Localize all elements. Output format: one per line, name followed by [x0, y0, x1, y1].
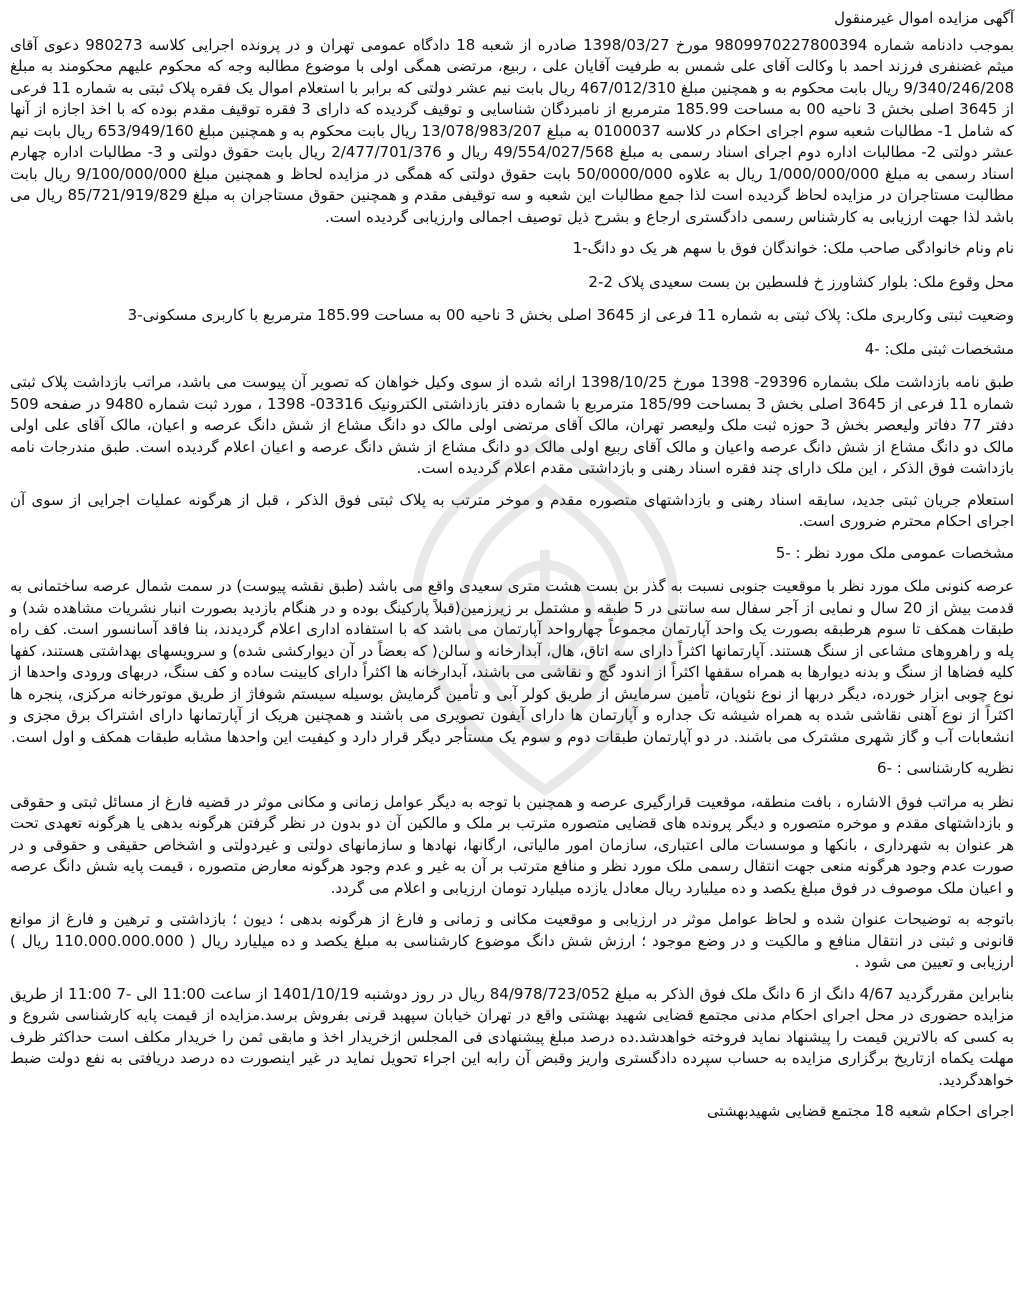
item4-heading: مشخصات ثبتی ملک: -4 [864, 339, 1014, 358]
item6-paragraph-1: نظر به مراتب فوق الاشاره ، بافت منطقه، موقعیت قرارگیری عرصه و همچنین با توجه به دیگر عوامل زمانی و مکانی موثر در قضیه فارغ از مسائل ثبتی و حقوقی و بازداشتهای مقدم و موخره متصوره و دیگر پرونده های قضایی متصوره مترتب بر ملک و مالکین آن دو بدون در نظر گرفتن هرگونه بدهی یا هرگونه تعهدی تحت هر عنوان به شهرداری ، بانکها و موسسات مالی اعتباری، سازمان امور مالیاتی، ارگانها، نهادها و سازمانهای دولتی و غیردولتی و اشخاص حقیقی و حقوقی و در صورت عدم وجود هرگونه منعی جهت انتقال رسمی ملک مورد نظر و منافع مترتب بر آن به غیر و عدم وجود هرگونه معارض متصوره ، قیمت پایه شش دانگ عرصه و اعیان ملک موصوف در فوق مبلغ یکصد و ده میلیارد ریال معادل یازده میلیارد تومان ارزیابی و اعلام می گردد. [10, 792, 1014, 897]
signature-footer: اجرای احکام شعبه 18 مجتمع قضایی شهیدبهشتی [707, 1102, 1014, 1120]
item6-paragraph-2: باتوجه به توضیحات عنوان شده و لحاظ عوامل موثر در ارزیابی و موقعیت مکانی و زمانی و فارغ از هرگونه بدهی ؛ دیون ؛ بازداشتی و ترهین و فارغ از موانع قانونی و ثبتی در انتقال منافع و مالکیت و در وضع موجود ؛ ارزش شش دانگ موضوع کارشناسی به مبلغ یکصد و ده میلیارد ریال ( 110.000.000.000 ریال ) ارزیابی و تعیین می شود . [10, 910, 1014, 971]
item7-paragraph: بنابراین مقررگردید 4/67 دانگ از 6 دانگ ملک فوق الذکر به مبلغ 84/978/723/052 ریال در روز دوشنبه 1401/10/19 از ساعت 11:00 الی -7 11:00 از طریق مزایده حضوری در محل اجرای احکام مدنی مجتمع قضایی شهید بهشتی واقع در تهران خیابان سپهبد قرنی بفروش برسد.مزایده از قیمت پایه کارشناسی شروع و به کسی که بالاترین قیمت را پیشنهاد نماید فروخته خواهدشد.ده درصد مبلغ پیشنهادی فی المجلس ازخریدار اخذ و مابقی ثمن را خریدار مکلف است حداکثر ظرف مهلت یکماه ازتاریخ برگزاری مزایده به حساب سپرده دادگستری واریز وقبض آن رابه این اجراء تحویل نماید در غیر اینصورت ده درصد دریافتی به نفع دولت ضبط خواهدگردید. [10, 984, 1014, 1089]
intro-paragraph: بموجب دادنامه شماره 9809970227800394 مورخ 1398/03/27 صادره از شعبه 18 دادگاه عمومی تهران و در پرونده اجرایی کلاسه 980273 دعوی آقای میثم غضنفری فرزند احمد با وکالت آقای علی شمس به طرفیت آقایان علی ، ربیع، مرتضی همگی اولی با موضوع مطالبه وجه که محکوم علیهم محکومند به مبلغ 9/340/246/208 ریال بابت محکوم به و همچنین مبلغ 467/012/310 ریال بابت نیم عشر دولتی که برابر با استعلام اموال یک فقره پلاک ثبتی به شماره 11 فرعی از 3645 اصلی بخش 3 ناحیه 00 به مساحت 185.99 مترمربع از نامبردگان شناسایی و توقیف گردیده که دارای 3 فقره توقیف مقدم بوده که با اخذ اجازه از آنها که شامل 1- مطالبات شعبه سوم اجرای احکام در کلاسه 0100037 به مبلغ 13/078/983/207 ریال بابت محکوم به و همچنین مبلغ 653/949/160 ریال بابت نیم عشر دولتی 2- مطالبات اداره دوم اجرای اسناد رسمی به مبلغ 49/554/027/568 ریال و 2/477/701/376 ریال بابت حقوق دولتی و 3- مطالبات اداره چهارم اسناد رسمی به مبلغ 1/000/000/000 ریال به علاوه 50/0000/000 بابت حقوق دولتی که همگی در مزایده لحاظ و همچنین مبلغ 9/100/000/000 ریال بابت مطالبت مستاجران در مزایده لحاظ گردیده است لذا جمع مطالبات این شعبه و سه توقیفی مقدم و همچنین حقوق مستاجران به مبلغ 85/721/919/829 ریال می باشد لذا جهت ارزیابی به کارشناس رسمی دادگستری ارجاع و بشرح ذیل توصیف اجمالی وارزیابی گردیده است. [10, 35, 1015, 226]
item-registration-status: وضعیت ثبتی وکاربری ملک: پلاک ثبتی به شماره 11 فرعی از 3645 اصلی بخش 3 ناحیه 00 به مساحت 185.99 مترمربع با کاربری مسکونی-3 [127, 306, 1014, 324]
item4-paragraph-2: استعلام جریان ثبتی جدید، سابقه اسناد رهنی و بازداشتهای متصوره مقدم و موخر مترتب به پلاک ثبتی فوق الذکر ، قبل از هرگونه عملیات اجرایی از سوی آن اجرای احکام محترم ضروری است. [10, 490, 1014, 530]
notice-title: آگهی مزایده اموال غیرمنقول [834, 9, 1014, 27]
item6-heading: نظریه کارشناسی : -6 [877, 759, 1014, 777]
item5-heading: مشخصات عمومی ملک مورد نظر : -5 [775, 543, 1014, 562]
item4-paragraph-1: طبق نامه بازداشت ملک بشماره 29396- 1398 مورخ 1398/10/25 ارائه شده از سوی وکیل خواهان که تصویر آن پیوست می باشد، مراتب بازداشت پلاک ثبتی شماره 11 فرعی از 3645 اصلی بخش 3 بمساحت 185/99 مترمربع با شماره دفتر بازداشتی الکترونیک 03316- 1398 ، مورد ثبت شماره 9480 در صفحه 509 دفتر 77 دفاتر ولیعصر بخش 3 حوزه ثبت ملک ولیعصر تهران، مالک آقای مرتضی اولی مالک دو دانگ مشاع از شش دانگ عرصه و اعیان، مالک آقای علی اولی مالک دو دانگ مشاع از شش دانگ عرصه واعیان و مالک آقای ربیع اولی مالک دو دانگ مشاع از شش دانگ عرصه و اعیان اعلام گردیده است. طبق مندرجات نامه بازداشت فوق الذکر ، این ملک دارای چند فقره اسناد رهنی و بازداشتی مقدم اعلام گردیده است. [10, 373, 1014, 477]
item-owner: نام ونام خانوادگی صاحب ملک: خواندگان فوق با سهم هر یک دو دانگ-1 [572, 239, 1014, 257]
item5-paragraph: عرصه کنونی ملک مورد نظر با موقعیت جنوبی نسبت به گذر بن بست هشت متری سعیدی واقع می باشد (طبق نقشه پیوست) در سمت شمال عرصه ساختمانی به قدمت بیش از 20 سال و نمایی از آجر سفال سه سانتی در 5 طبقه و مشتمل بر زیرزمین(قبلاً پارکینگ بوده و در هنگام بازدید بصورت انبار نشریات مشاهده شد) و طبقات همکف تا سوم هرطبقه بصورت یک واحد آپارتمان مجموعاً چهارواحد آپارتمان می باشد که با استفاده اداری اعلام گردیدند، بنا فاقد آسانسور است. کف راه پله و راهروهای مشاعی از سنگ هستند. آپارتمانها اکثراً دارای سه اتاق، هال، آبدارخانه و سالن( که بعضاً در آن دیوارکشی شده) و سرویسهای بهداشتی هستند، کفها کلیه فضاها از سنگ و بدنه دیوارها به همراه سقفها اکثراً از اندود گچ و نقاشی می باشند، آبدارخانه ها اکثراً دارای کابینت ساده و کف سنگ، دربهای ورودی واحدها از نوع چوبی ابزار خورده، دیگر دربها از نوع نئوپان، تأمین سرمایش از طریق کولر آبی و تأمین گرمایش بوسیله سیستم شوفاژ از طریق موتورخانه مرکزی، پنجره ها اکثراً از نوع آهنی نقاشی شده به همراه شیشه تک جداره و آپارتمان ها دارای آیفون تصویری می باشند و همچنین هریک از آپارتمانها دارای اشتراک برق مجزی و انشعابات آب و گاز شهری مشترک می باشند. در دو آپارتمان طبقات دوم و سوم یک مستأجر دیگر قرار دارد و کیفیت این واحدها مشابه طبقات همکف و اول است. [10, 577, 1014, 746]
item-location: محل وقوع ملک: بلوار کشاورز خ فلسطین بن بست سعیدی پلاک 2-2 [588, 272, 1014, 291]
